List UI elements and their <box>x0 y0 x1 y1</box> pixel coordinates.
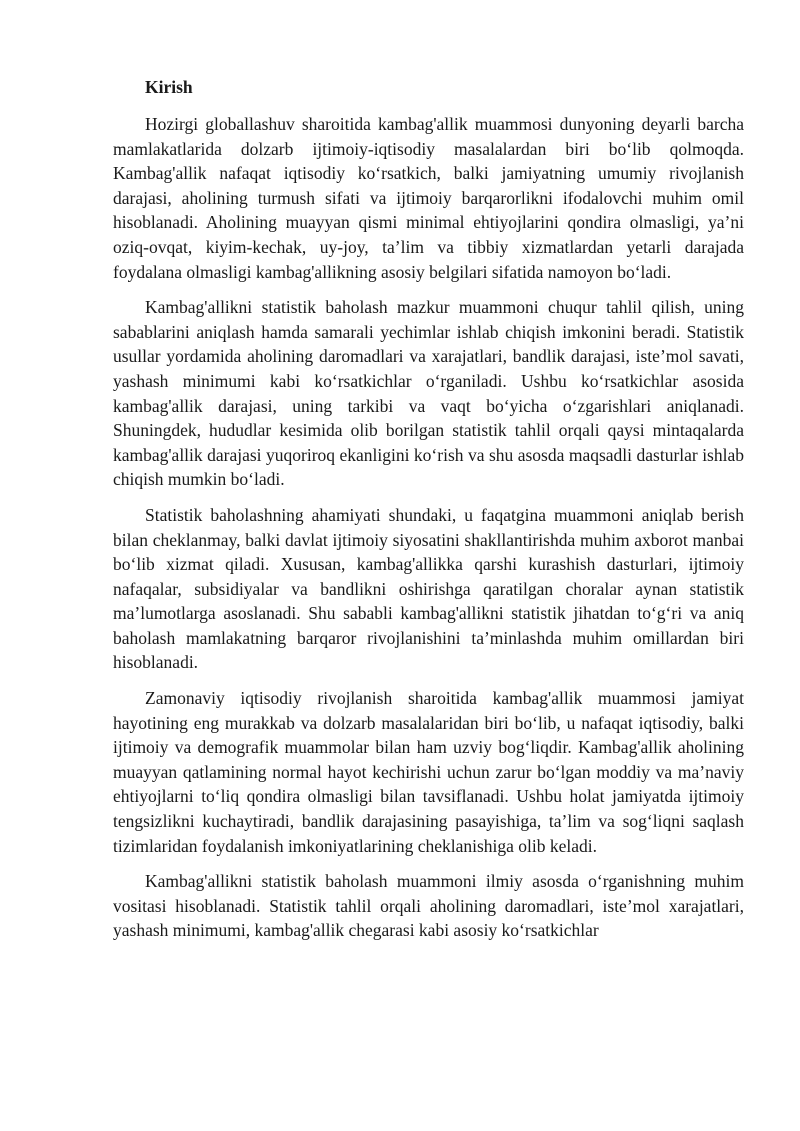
paragraph-5: Kambag'allikni statistik baholash muammoni ilmiy asosda o‘rganishning muhim vositasi hisoblanadi. Statistik tahlil orqali aholining daromadlari, iste’mol xarajatlari, yashash minimumi, kambag'allik chegarasi kabi asosiy ko‘rsatkichlar <box>113 871 744 941</box>
paragraph-2: Kambag'allikni statistik baholash mazkur muammoni chuqur tahlil qilish, uning sabablarini aniqlash hamda samarali yechimlar ishlab chiqish imkonini beradi. Statistik usullar yordamida aholining daromadlari va xarajatlari, bandlik darajasi, iste’mol savati, yashash minimumi kabi ko‘rsatkichlar o‘rganiladi. Ushbu ko‘rsatkichlar asosida kambag'allik darajasi, uning tarkibi va vaqt bo‘yicha o‘zgarishlari aniqlanadi. Shuningdek, hududlar kesimida olib borilgan statistik tahlil orqali qaysi mintaqalarda kambag'allik darajasi yuqoriroq ekanligini ko‘rish va shu asosda maqsadli dasturlar ishlab chiqish mumkin bo‘ladi. <box>113 297 744 490</box>
paragraph-1: Hozirgi globallashuv sharoitida kambag'allik muammosi dunyoning deyarli barcha mamlakatlarida dolzarb ijtimoiy-iqtisodiy masalalardan biri bo‘lib qolmoqda. Kambag'allik nafaqat iqtisodiy ko‘rsatkich, balki jamiyatning umumiy rivojlanish darajasi, aholining turmush sifati va ijtimoiy barqarorlikni ifodalovchi muhim omil hisoblanadi. Aholining muayyan qismi minimal ehtiyojlarini qondira olmasligi, ya’ni oziq-ovqat, kiyim-kechak, uy-joy, ta’lim va tibbiy xizmatlardan yetarli darajada foydalana olmasligi kambag'allikning asosiy belgilari sifatida namoyon bo‘ladi. <box>113 114 744 282</box>
paragraph-4: Zamonaviy iqtisodiy rivojlanish sharoitida kambag'allik muammosi jamiyat hayotining eng murakkab va dolzarb masalalaridan biri bo‘lib, u nafaqat iqtisodiy, balki ijtimoiy va demografik muammolar bilan ham uzviy bog‘liqdir. Kambag'allik aholining muayyan qatlamining normal hayot kechirishi uchun zarur bo‘lgan moddiy va ma’naviy ehtiyojlarni to‘liq qondira olmasligi bilan tavsiflanadi. Ushbu holat jamiyatda ijtimoiy tengsizlikni kuchaytiradi, bandlik darajasining pasayishiga, ta’lim va sog‘liqni saqlash tizimlaridan foydalanish imkoniyatlarining cheklanishiga olib keladi. <box>113 688 744 856</box>
section-heading: Kirish <box>145 77 193 97</box>
paragraph-3: Statistik baholashning ahamiyati shundaki, u faqatgina muammoni aniqlab berish bilan cheklanmay, balki davlat ijtimoiy siyosatini shakllantirishda muhim axborot manbai bo‘lib xizmat qiladi. Xususan, kambag'allikka qarshi kurashish dasturlari, ijtimoiy nafaqalar, subsidiyalar va bandlikni oshirishga qaratilgan choralar aynan statistik ma’lumotlarga asoslanadi. Shu sababli kambag'allikni statistik jihatdan to‘g‘ri va aniq baholash mamlakatning barqaror rivojlanishini ta’minlashda muhim omillardan biri hisoblanadi. <box>113 504 744 673</box>
